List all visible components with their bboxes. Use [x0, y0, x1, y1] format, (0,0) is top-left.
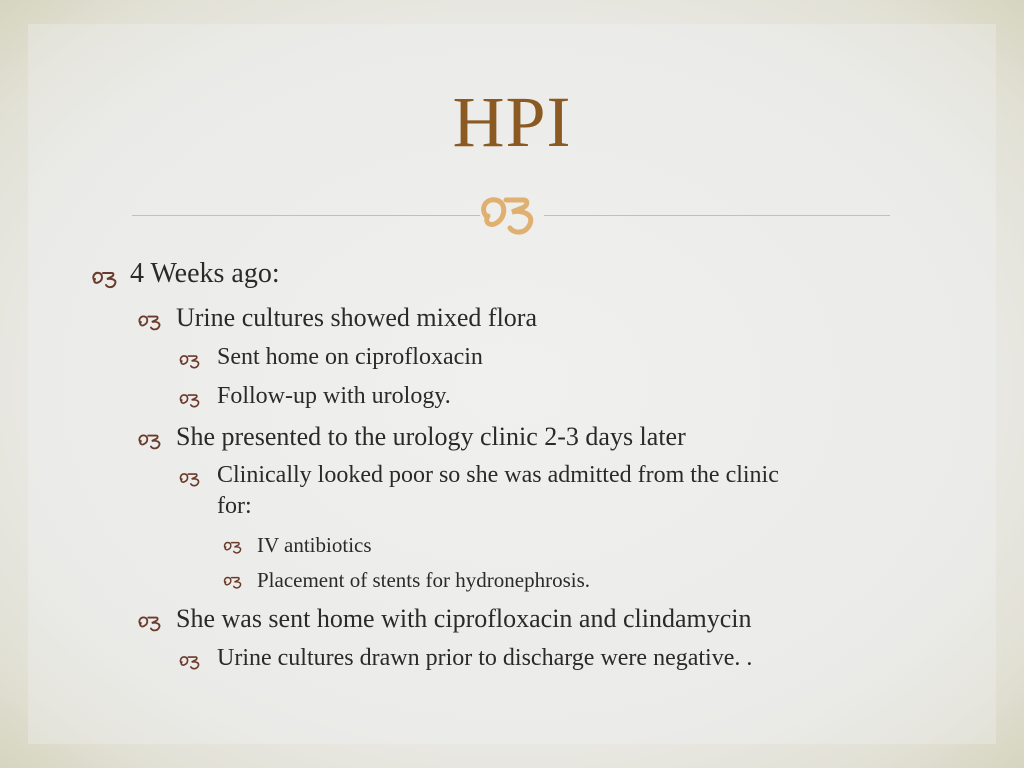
bullet-flourish-icon [222, 574, 244, 590]
bullet-text: She presented to the urology clinic 2-3 days later [176, 422, 686, 451]
bullet-flourish-icon [222, 539, 244, 555]
bullet-flourish-icon [90, 268, 120, 290]
bullet-text: Placement of stents for hydronephrosis. [257, 568, 591, 592]
divider-left [132, 215, 480, 216]
bullet-flourish-icon [177, 352, 203, 370]
bullet-text: Sent home on ciprofloxacin [217, 344, 483, 370]
bullet-flourish-icon [177, 653, 203, 671]
bullet-text: 4 Weeks ago: [130, 258, 280, 289]
bullet-text-line1: Clinically looked poor so she was admitted from the clinic [217, 462, 779, 488]
bullet-text: She was sent home with ciprofloxacin and clindamycin [176, 604, 752, 633]
bullet-text: Urine cultures drawn prior to discharge were negative. . [217, 645, 753, 671]
bullet-flourish-icon [136, 613, 164, 633]
bullet-text: IV antibiotics [257, 533, 372, 557]
bullet-flourish-icon [136, 312, 164, 332]
slide-title: HPI [452, 82, 572, 162]
divider-right [544, 215, 890, 216]
bullet-text: Follow-up with urology. [217, 383, 451, 409]
bullet-text: Urine cultures showed mixed flora [176, 303, 538, 332]
ornament-flourish-icon [476, 186, 548, 242]
bullet-flourish-icon [177, 391, 203, 409]
bullet-text-line2: for: [217, 493, 252, 519]
bullet-flourish-icon [136, 431, 164, 451]
bullet-flourish-icon [177, 470, 203, 488]
